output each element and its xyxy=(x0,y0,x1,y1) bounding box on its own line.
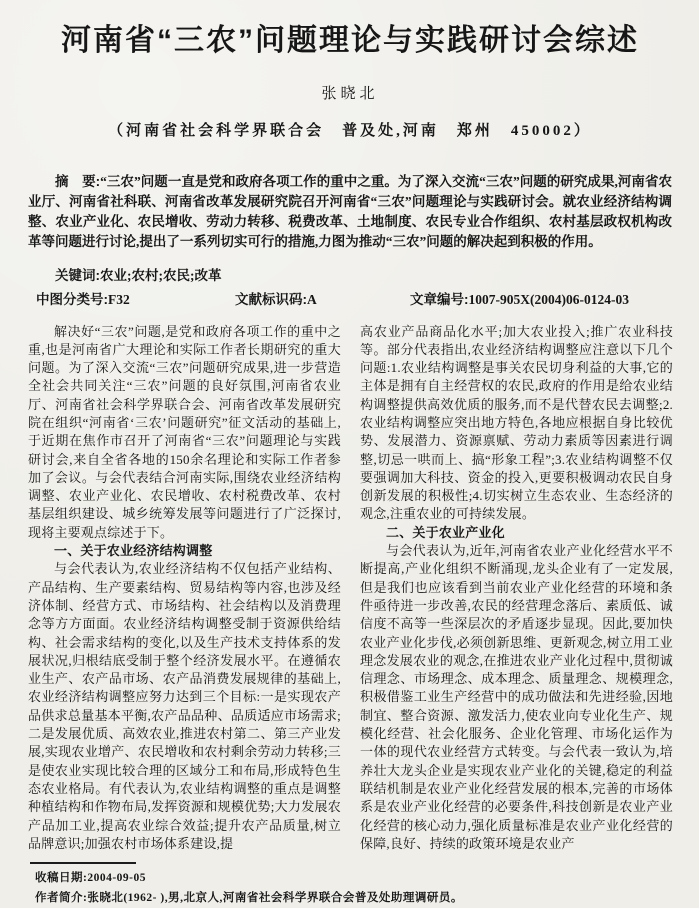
article-id-value: 1007-905X(2004)06-0124-03 xyxy=(468,291,629,307)
footnote-block xyxy=(28,862,672,908)
body-left-column xyxy=(28,323,341,854)
document-code xyxy=(235,290,410,310)
body-paragraph: 高农业产品商品化水平;加大农业投入;推广农业科技等。部分代表指出,农业经济结构调整应注意以下几个问题:1.农业结构调整是事关农民切身利益的大事,它的主体是拥有自主经营权的农民,政府的作用是给农业结构调整提供高效优质的服务,而不是代替农民去调整;2.农业结构调整应突出地方特色,各地应根据自身比较优势、发展潜力、资源禀赋、劳动力素质等因素进行调整,切忌一哄而上、搞“形象工程”;3.农业结构调整不仅要强调加大科技、资金的投入,更要积极调动农民自身创新发展的积极性;4.切实树立生态农业、生态经济的观念,注重农业的可持续发展。 xyxy=(360,323,673,522)
section-heading: 一、关于农业经济结构调整 xyxy=(54,543,213,559)
keywords-label: 关键词: xyxy=(55,267,100,283)
author-affiliation: （河南省社会科学界联合会 普及处,河南 郑州 450002） xyxy=(108,123,592,139)
abstract-text: “三农”问题一直是党和政府各项工作的重中之重。为了深入交流“三农”问题的研究成果,河南省农业厅、河南省社科联、河南省改革发展研究院召开河南省“三农”问题理论与实践研讨会。就农业经济结构调整、农业产业化、农民增收、劳动力转移、税费改革、土地制度、农民专业合作组织、农村基层政权机构改革等问题进行讨论,提出了一系列切实可行的措施,力图为推动“三农”问题的解决起到积极的作用。 xyxy=(28,174,673,249)
document-code-label: 文献标识码: xyxy=(235,291,307,307)
body-right-column xyxy=(360,323,673,854)
author-bio-label: 作者简介: xyxy=(35,891,88,904)
body-paragraph: 与会代表认为,农业经济结构不仅包括产业结构、产品结构、生产要素结构、贸易结构等内容,也涉及经济体制、经营方式、市场结构、社会结构以及消费理念等方方面面。农业经济结构调整受制于资源供给结构、社会需求结构的变化,以及生产技术支持体系的发展状况,归根结底受制于整个经济发展水平。在遵循农业生产、农产品市场、农产品消费发展规律的基础上,农业经济结构调整应努力达到三个目标:一是实现农产品供求总量基本平衡,农产品品种、品质适应市场需求;二是发展优质、高效农业,推进农村第二、第三产业发展,实现农业增产、农民增收和农村剩余劳动力转移;三是使农业实现比较合理的区域分工和布局,形成特色生态农业格局。有代表认为,农业结构调整的重点是调整种植结构和作物布局,发挥资源和规模优势;大力发展农产品加工业,提高农业综合效益;提升农产品质量,树立品牌意识;加强农村市场体系建设,提 xyxy=(28,561,341,851)
clc-value: F32 xyxy=(108,291,130,307)
author-name: 张晓北 xyxy=(321,86,379,102)
received-date-line xyxy=(28,869,672,889)
author-bio-value: 张晓北(1962- ),男,北京人,河南省社会科学界联合会普及处助理调研员。 xyxy=(87,891,463,904)
body-paragraph: 解决好“三农”问题,是党和政府各项工作的重中之重,也是河南省广大理论和实际工作者长期研究的重大问题。为了深入交流“三农”问题研究成果,进一步营造全社会共同关注“三农”问题的良好氛围,河南省农业厅、河南省社会科学界联合会、河南省改革发展研究院在组织“河南省‘三农’问题研究”征文活动的基础上,于近期在焦作市召开了河南省“三农”问题理论与实践研讨会,来自全省各地的150余名理论和实际工作者参加了会议。与会代表结合河南实际,围绕农业经济结构调整、农业产业化、农民增收、农村税费改革、农村基层组织建设、城乡统筹发展等问题进行了广泛探讨,现将主要观点综述于下。 xyxy=(28,323,341,540)
article-id-label: 文章编号: xyxy=(410,291,469,307)
article-id xyxy=(410,290,672,310)
classification-row xyxy=(28,290,672,310)
abstract-paragraph xyxy=(28,172,672,252)
article-title: 河南省“三农”问题理论与实践研讨会综述 xyxy=(61,24,639,57)
abstract-label: 摘 要: xyxy=(55,174,101,189)
clc-number xyxy=(36,290,235,310)
section-heading: 二、关于农业产业化 xyxy=(386,524,505,540)
received-date-value: 2004-09-05 xyxy=(87,872,147,885)
keywords-text: 农业;农村;农民;改革 xyxy=(100,267,222,283)
received-date-label: 收稿日期: xyxy=(35,872,88,885)
two-column-body xyxy=(28,323,672,854)
keywords-line xyxy=(28,266,672,286)
footnote-divider xyxy=(30,862,136,864)
author-bio-line xyxy=(28,889,672,908)
body-paragraph: 与会代表认为,近年,河南省农业产业化经营水平不断提高,产业化组织不断涌现,龙头企业有了一定发展,但是我们也应该看到当前农业产业化经营的环境和条件亟待进一步改善,农民的经营理念落后、素质低、诚信度不高等一些深层次的矛盾逐步显现。因此,要加快农业产业化步伐,必须创新思维、更新观念,树立用工业理念发展农业的观念,在推进农业产业化过程中,贯彻诚信理念、市场理念、成本理念、质量理念、规模理念,积极借鉴工业生产经营中的成功做法和先进经验,因地制宜、整合资源、激发活力,使农业向专业化生产、规模化经营、社会化服务、企业化管理、市场化运作为一体的现代农业经营方式转变。与会代表一致认为,培养壮大龙头企业是实现农业产业化的关键,稳定的利益联结机制是农业产业化经营发展的根本,完善的市场体系是农业产业化经营的必要条件,科技创新是农业产业化经营的核心动力,强化质量标准是农业产业化经营的保障,良好、持续的政策环境是农业产 xyxy=(360,543,673,851)
clc-label: 中图分类号: xyxy=(36,291,108,307)
document-code-value: A xyxy=(307,291,317,307)
